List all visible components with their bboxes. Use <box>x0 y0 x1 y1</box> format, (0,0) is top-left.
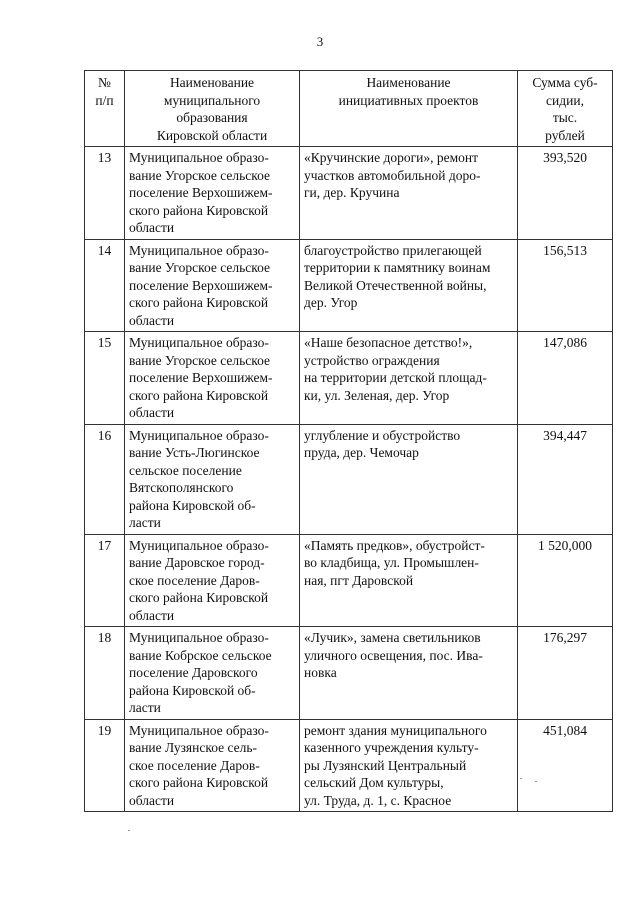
municipality-cell <box>125 719 300 812</box>
cell-line: Наименование <box>169 75 255 90</box>
table-header-row <box>85 71 613 147</box>
cell-line: области <box>129 792 175 808</box>
cell-line: Муниципальное образо- <box>129 722 269 738</box>
cell-line: Муниципальное образо- <box>129 242 269 258</box>
amount-cell: 1 520,000 <box>518 534 613 627</box>
municipality-cell <box>125 147 300 240</box>
cell-line: ки, ул. Зеленая, дер. Угор <box>304 387 450 403</box>
cell-line: вание Угорское сельское <box>129 167 271 183</box>
cell-line: сидии, <box>546 92 584 108</box>
cell-line: вание Лузянское сель- <box>129 740 258 755</box>
cell-line: «Память предков», обустройст- <box>304 537 485 553</box>
cell-line: п/п <box>95 92 114 108</box>
row-number: 13 <box>85 147 125 240</box>
cell-line: Сумма суб- <box>532 75 598 90</box>
cell-line: углубление и обустройство <box>304 427 461 443</box>
row-number: 15 <box>85 332 125 425</box>
amount-cell: 394,447 <box>518 424 613 534</box>
table-row <box>85 332 613 425</box>
cell-line: новка <box>304 665 337 680</box>
cell-line: ремонт здания муниципального <box>304 722 487 738</box>
table-row <box>85 627 613 720</box>
table-row <box>85 239 613 332</box>
cell-line: инициативных проектов <box>338 92 479 108</box>
cell-line: ского района Кировской <box>129 295 269 310</box>
table-body <box>85 147 613 812</box>
row-number: 19 <box>85 719 125 812</box>
cell-line: поселение Верхошижем- <box>129 277 273 293</box>
table-row <box>85 534 613 627</box>
cell-line: поселение Верхошижем- <box>129 185 273 200</box>
table-row <box>85 719 613 812</box>
row-number: 18 <box>85 627 125 720</box>
subsidy-table <box>84 70 613 812</box>
header-number <box>85 71 125 147</box>
cell-line: вание Усть-Люгинское <box>129 445 260 460</box>
page-number: 3 <box>316 34 324 49</box>
municipality-cell <box>125 534 300 627</box>
cell-line: области <box>129 220 175 235</box>
municipality-cell <box>125 332 300 425</box>
cell-line: вание Даровское город- <box>129 555 265 570</box>
project-cell <box>300 719 518 812</box>
cell-line: вание Кобрское сельское <box>129 647 272 663</box>
cell-line: участков автомобильной доро- <box>304 167 481 183</box>
cell-line: дер. Угор <box>304 295 358 310</box>
amount-cell: 451,084 <box>518 719 613 812</box>
cell-line: казенного учреждения культу- <box>304 740 479 755</box>
cell-line: района Кировской об- <box>129 497 256 513</box>
cell-line: области <box>129 405 175 420</box>
cell-line: Муниципальное образо- <box>129 150 269 165</box>
cell-line: во кладбища, ул. Промышлен- <box>304 555 479 570</box>
amount-cell: 147,086 <box>518 332 613 425</box>
cell-line: «Лучик», замена светильников <box>304 630 481 645</box>
cell-line: благоустройство прилегающей <box>304 242 482 258</box>
project-cell <box>300 534 518 627</box>
cell-line: Великой Отечественной войны, <box>304 277 487 293</box>
cell-line: поселение Верхошижем- <box>129 370 273 385</box>
cell-line: Муниципальное образо- <box>129 427 269 443</box>
cell-line: пруда, дер. Чемочар <box>304 445 419 460</box>
cell-line: сельское поселение <box>129 462 242 478</box>
amount-cell: 393,520 <box>518 147 613 240</box>
cell-line: сельский Дом культуры, <box>304 775 444 790</box>
cell-line: ул. Труда, д. 1, с. Красное <box>304 792 452 808</box>
cell-line: муниципального <box>163 92 261 108</box>
scan-speck <box>520 778 522 779</box>
cell-line: «Кручинские дороги», ремонт <box>304 150 478 165</box>
cell-line: территории к памятнику воинам <box>304 260 491 275</box>
cell-line: ласти <box>129 515 161 530</box>
row-number: 14 <box>85 239 125 332</box>
scan-speck <box>128 830 130 831</box>
header-amount <box>518 71 613 147</box>
cell-line: поселение Даровского <box>129 665 258 680</box>
municipality-cell <box>125 239 300 332</box>
cell-line: на территории детской площад- <box>304 370 487 385</box>
cell-line: ласти <box>129 700 161 715</box>
project-cell <box>300 239 518 332</box>
project-cell <box>300 332 518 425</box>
cell-line: ная, пгт Даровской <box>304 572 414 588</box>
project-cell <box>300 424 518 534</box>
cell-line: ское поселение Даров- <box>129 757 260 773</box>
cell-line: Наименование <box>366 75 451 90</box>
row-number: 17 <box>85 534 125 627</box>
cell-line: ского района Кировской <box>129 202 269 218</box>
cell-line: ского района Кировской <box>129 775 269 790</box>
cell-line: уличного освещения, пос. Ива- <box>304 647 483 663</box>
project-cell <box>300 627 518 720</box>
cell-line: ги, дер. Кручина <box>304 185 400 200</box>
amount-cell: 156,513 <box>518 239 613 332</box>
scan-speck <box>535 781 537 782</box>
cell-line: ское поселение Даров- <box>129 572 260 588</box>
cell-line: Муниципальное образо- <box>129 335 269 350</box>
row-number: 16 <box>85 424 125 534</box>
header-municipality <box>125 71 300 147</box>
cell-line: рублей <box>545 127 585 143</box>
cell-line: Кировской области <box>156 127 268 143</box>
table-row <box>85 147 613 240</box>
cell-line: района Кировской об- <box>129 682 256 698</box>
amount-cell: 176,297 <box>518 627 613 720</box>
cell-line: «Наше безопасное детство!», <box>304 335 473 350</box>
cell-line: образования <box>176 110 248 125</box>
cell-line: устройство ограждения <box>304 352 440 368</box>
cell-line: области <box>129 312 175 328</box>
cell-line: области <box>129 607 175 623</box>
cell-line: Муниципальное образо- <box>129 537 269 553</box>
cell-line: тыс. <box>552 110 578 125</box>
cell-line: Муниципальное образо- <box>129 630 269 645</box>
project-cell <box>300 147 518 240</box>
municipality-cell <box>125 424 300 534</box>
cell-line: вание Угорское сельское <box>129 260 271 275</box>
cell-line: ского района Кировской <box>129 590 269 605</box>
header-project <box>300 71 518 147</box>
municipality-cell <box>125 627 300 720</box>
cell-line: ского района Кировской <box>129 387 269 403</box>
cell-line: № <box>98 75 111 90</box>
table-row <box>85 424 613 534</box>
cell-line: Вятскополянского <box>129 480 234 495</box>
cell-line: ры Лузянский Центральный <box>304 757 467 773</box>
cell-line: вание Угорское сельское <box>129 352 271 368</box>
